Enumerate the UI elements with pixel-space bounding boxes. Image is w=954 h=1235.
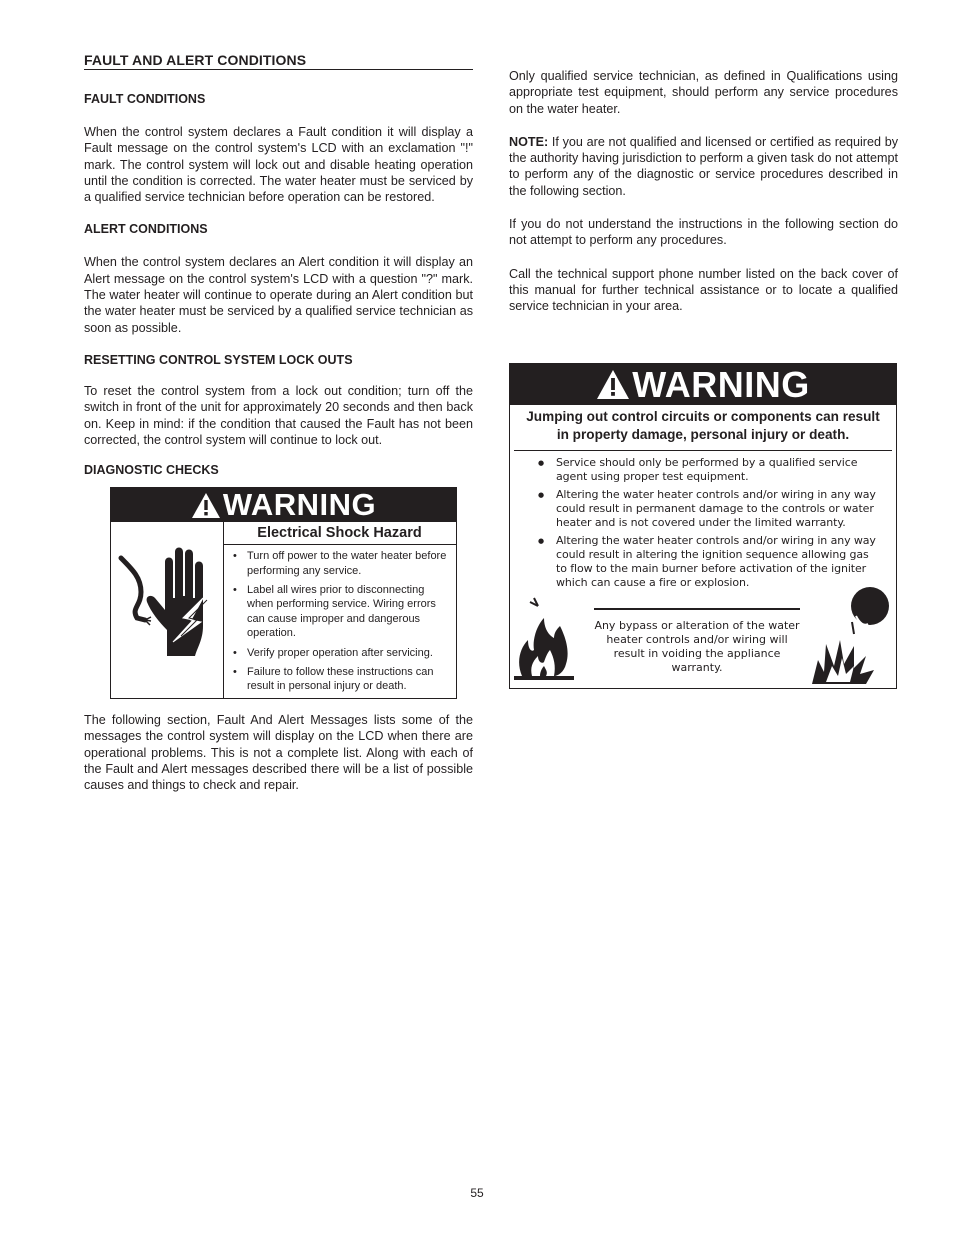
list-item: ● Altering the water heater controls and/or wiring in any way could result in altering the ignition sequence allowing gas to flow to the main burner before activation of the igniter which can cause a fire or explosion. <box>538 534 876 590</box>
list-item: • Verify proper operation after servicing. <box>233 646 452 660</box>
resetting-heading: RESETTING CONTROL SYSTEM LOCK OUTS <box>84 352 353 367</box>
understand-text: If you do not understand the instructions in the following section do not attempt to perform any procedures. <box>509 217 898 248</box>
warning-triangle-icon <box>191 492 221 519</box>
qualified-text: Only qualified service technician, as defined in Qualifications using appropriate test equipment, should perform any service procedures on the water heater. <box>509 69 898 116</box>
closing-text: The following section, Fault And Alert Messages lists some of the messages the control system will display on the LCD when there are operational problems. This is not a complete list. Along with each of the Fault and Alert messages described there will be a list of possible causes and things to check and repair. <box>84 713 473 793</box>
list-item: • Turn off power to the water heater before performing any service. <box>233 549 452 578</box>
alert-conditions-text: When the control system declares an Alert condition it will display an Alert message on the control system's LCD with a question "?" mark. The water heater will continue to operate during an Alert condition but the water heater must be serviced by a qualified service technician as soon as possible. <box>84 255 473 335</box>
note-paragraph <box>509 134 898 199</box>
list-item: • Failure to follow these instructions can result in personal injury or death. <box>233 665 452 694</box>
section-title: FAULT AND ALERT CONDITIONS <box>84 52 473 70</box>
explosion-icon <box>810 586 894 686</box>
warning-headline: Jumping out control circuits or components can result in property damage, personal injury or death. <box>514 405 892 451</box>
jumping-warning-list <box>510 451 896 590</box>
fault-conditions-text: When the control system declares a Fault condition it will display a Fault message on the control system's LCD with an exclamation "!" mark. The control system will lock out and disable heating operation until the condition is corrected. The water heater must be serviced by a qualified service technician before operation can be restored. <box>84 125 473 205</box>
warning-banner <box>510 364 896 405</box>
shock-hand-icon <box>111 522 224 698</box>
jumping-circuits-warning-box <box>509 363 897 689</box>
fire-icon <box>514 592 574 684</box>
list-item: ● Service should only be performed by a qualified service agent using proper test equipment. <box>538 456 876 484</box>
warning-word: WARNING <box>222 487 377 523</box>
hazard-title: Electrical Shock Hazard <box>223 522 456 545</box>
fault-conditions-heading: FAULT CONDITIONS <box>84 92 206 106</box>
electrical-shock-warning-box <box>110 487 457 699</box>
warning-banner <box>111 488 456 522</box>
warning-triangle-icon <box>596 369 630 400</box>
bypass-text: Any bypass or alteration of the water heater controls and/or wiring will result in voiding the appliance warranty. <box>594 608 800 675</box>
list-item: ● Altering the water heater controls and/or wiring in any way could result in permanent damage to the controls or water heater and is not covered under the limited warranty. <box>538 488 876 530</box>
page-number: 55 <box>470 1186 484 1200</box>
warning-word: WARNING <box>632 363 810 405</box>
shock-warning-list <box>223 546 452 699</box>
list-item: • Label all wires prior to disconnecting when performing service. Wiring errors can cause improper and dangerous operation. <box>233 583 452 641</box>
left-column <box>84 52 473 811</box>
diagnostic-checks-heading: DIAGNOSTIC CHECKS <box>84 463 219 478</box>
note-label: NOTE: <box>509 134 549 149</box>
alert-conditions-heading: ALERT CONDITIONS <box>84 222 208 237</box>
right-column <box>509 68 898 689</box>
note-text: If you are not qualified and licensed or certified as required by the authority having jurisdiction to perform a given task do not attempt to perform any of the diagnostic or service procedures described in the following section. <box>509 134 898 198</box>
call-text: Call the technical support phone number listed on the back cover of this manual for further technical assistance or to locate a qualified service technician in your area. <box>509 266 898 314</box>
resetting-text: To reset the control system from a lock out condition; turn off the switch in front of the unit for approximately 20 seconds and then back on. Keep in mind: if the condition that caused the Fault has not been corrected, the control system will continue to lock out. <box>84 383 473 447</box>
